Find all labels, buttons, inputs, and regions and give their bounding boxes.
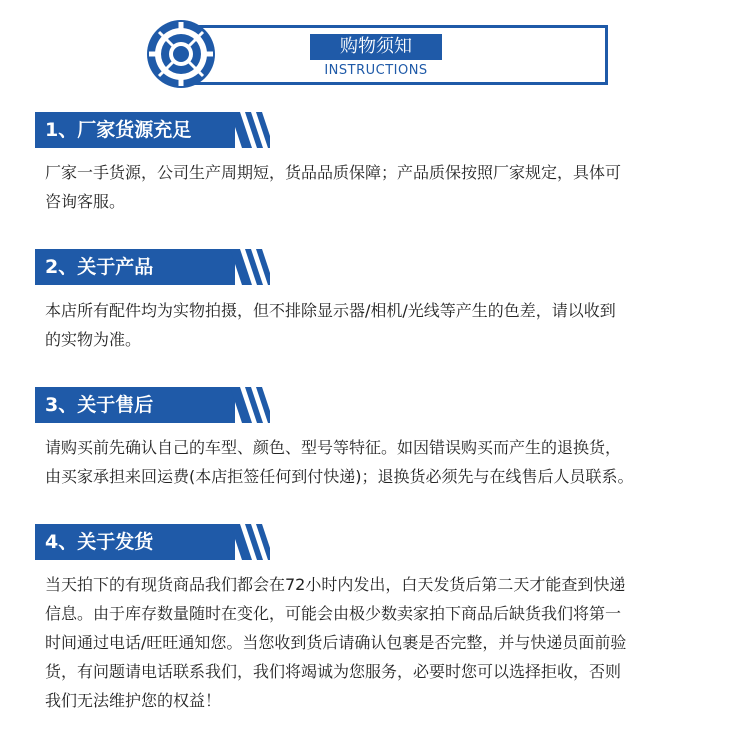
header-subtitle: INSTRUCTIONS: [324, 63, 428, 78]
text-line: 由买家承担来回运费(本店拒签任何到付快递)；退换货必须先与在线售后人员联系。: [45, 467, 634, 486]
text-line: 本店所有配件均为实物拍摄，但不排除显示器/相机/光线等产生的色差，请以收到: [45, 301, 616, 320]
stripes-icon: [230, 112, 270, 148]
stripes-icon: [230, 387, 270, 423]
section-4-heading: 4、关于发货: [45, 531, 154, 553]
text-line: 的实物为准。: [45, 330, 142, 349]
text-line: 信息。由于库存数量随时在变化，可能会由极少数卖家拍下商品后缺货我们将第一: [45, 604, 622, 623]
section-3-text: [45, 433, 725, 491]
stripes-icon: [230, 524, 270, 560]
text-line: 当天拍下的有现货商品我们都会在72小时内发出，白天发货后第二天才能查到快递: [45, 575, 626, 594]
section-1-text: [45, 158, 725, 216]
lifebuoy-icon: [145, 18, 217, 90]
header: [0, 0, 750, 100]
text-line: 咨询客服。: [45, 192, 126, 211]
text-line: 货，有问题请电话联系我们，我们将竭诚为您服务，必要时您可以选择拒收，否则: [45, 662, 622, 681]
section-2-heading-bar: [35, 249, 265, 285]
section-1-heading: 1、厂家货源充足: [45, 119, 192, 141]
section-4-heading-bar: [35, 524, 265, 560]
section-3-heading: 3、关于售后: [45, 394, 154, 416]
section-2-text: [45, 296, 725, 354]
text-line: 我们无法维护您的权益！: [45, 691, 222, 710]
section-3-heading-bar: [35, 387, 265, 423]
section-4-text: [45, 570, 725, 715]
stripes-icon: [230, 249, 270, 285]
text-line: 厂家一手货源，公司生产周期短，货品品质保障；产品质保按照厂家规定，具体可: [45, 163, 622, 182]
header-title: 购物须知: [310, 34, 442, 60]
section-2-heading: 2、关于产品: [45, 256, 154, 278]
section-1-heading-bar: [35, 112, 265, 148]
text-line: 时间通过电话/旺旺通知您。当您收到货后请确认包裹是否完整，并与快递员面前验: [45, 633, 627, 652]
text-line: 请购买前先确认自己的车型、颜色、型号等特征。如因错误购买而产生的退换货，: [45, 438, 622, 457]
